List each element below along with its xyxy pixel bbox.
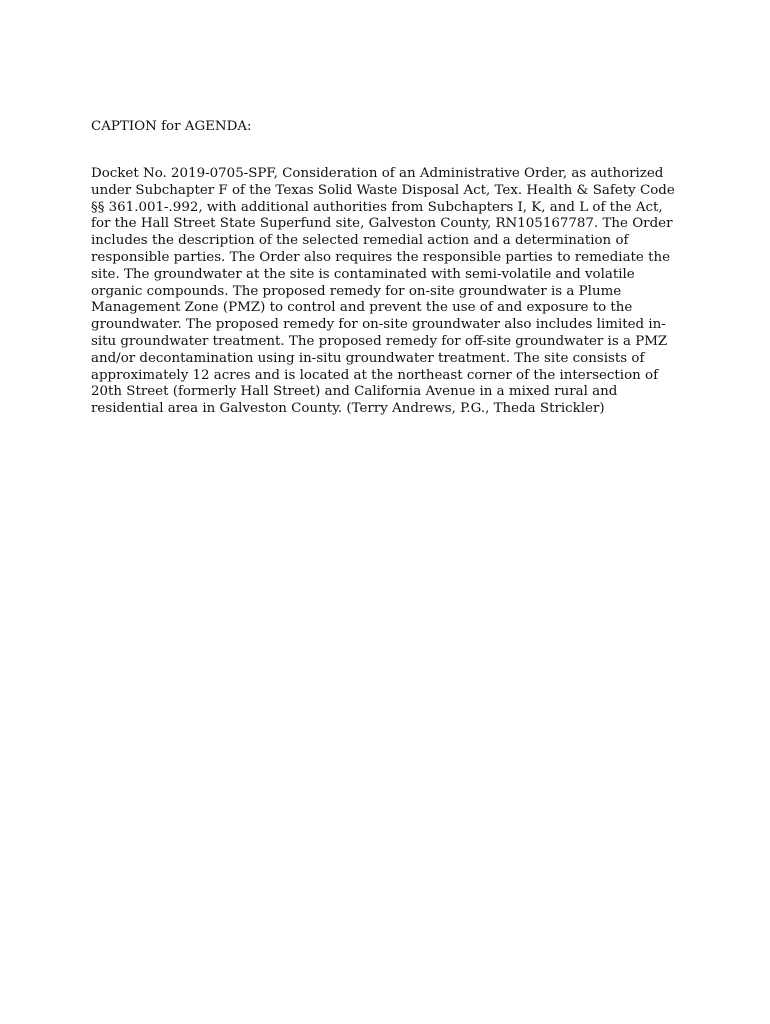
paragraph-line: for the Hall Street State Superfund site, Galveston County, RN105167787. The Order [91, 216, 673, 232]
paragraph-line: Management Zone (PMZ) to control and prevent the use of and exposure to the [91, 300, 633, 316]
paragraph-line: groundwater. The proposed remedy for on-site groundwater also includes limited in- [91, 317, 666, 333]
paragraph-line: approximately 12 acres and is located at the northeast corner of the intersection of [91, 367, 659, 383]
paragraph-line: under Subchapter F of the Texas Solid Waste Disposal Act, Tex. Health & Safety Code [91, 182, 675, 198]
paragraph-line: situ groundwater treatment. The proposed remedy for off-site groundwater is a PMZ [91, 333, 668, 349]
paragraph-line: organic compounds. The proposed remedy for on-site groundwater is a Plume [91, 283, 622, 299]
paragraph-line: includes the description of the selected remedial action and a determination of [91, 233, 629, 249]
paragraph-line: responsible parties. The Order also requires the responsible parties to remediate the [91, 249, 671, 265]
paragraph-line: Docket No. 2019-0705-SPF, Consideration of an Administrative Order, as authorized [91, 166, 664, 181]
paragraph-line: residential area in Galveston County. (Terry Andrews, P.G., Theda Strickler) [91, 401, 605, 417]
paragraph-line: §§ 361.001-.992, with additional authorities from Subchapters I, K, and L of the Act, [91, 199, 663, 215]
docket-paragraph [91, 166, 675, 418]
paragraph-line: and/or decontamination using in-situ groundwater treatment. The site consists of [91, 350, 645, 366]
caption-heading: CAPTION for AGENDA: [91, 119, 252, 134]
paragraph-line: site. The groundwater at the site is contaminated with semi-volatile and volatile [91, 266, 635, 282]
paragraph-line: 20th Street (formerly Hall Street) and California Avenue in a mixed rural and [91, 384, 618, 400]
